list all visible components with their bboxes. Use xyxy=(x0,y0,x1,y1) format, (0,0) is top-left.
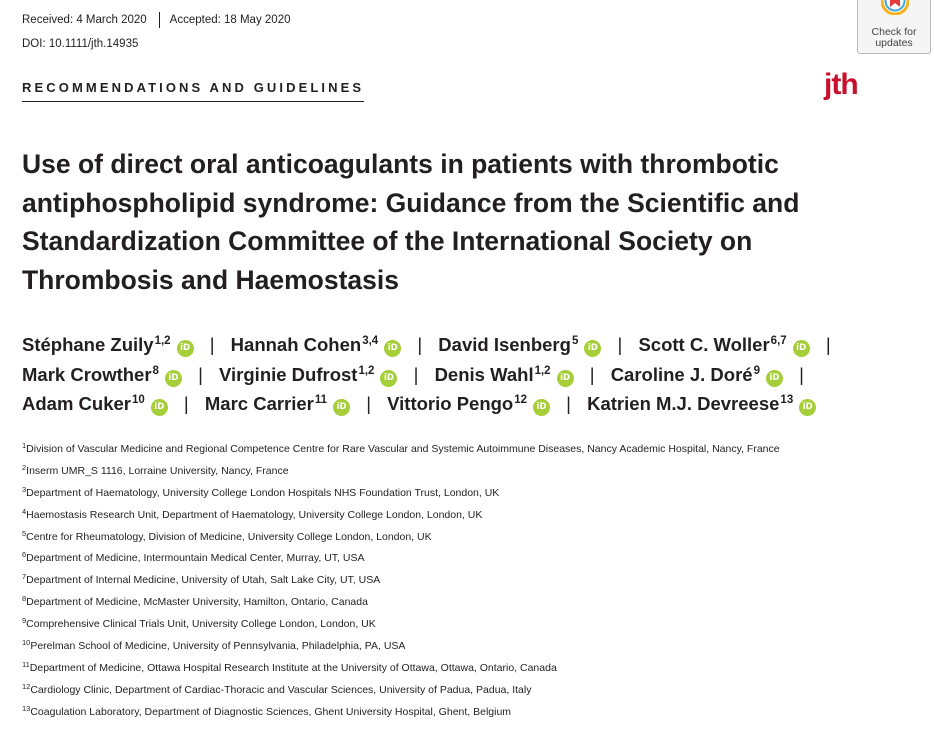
affiliation-number: 13 xyxy=(22,703,31,713)
affiliation-text: Comprehensive Clinical Trials Unit, University College London, London, UK xyxy=(26,618,376,631)
orcid-icon[interactable]: iD xyxy=(557,370,574,387)
author-name[interactable]: Katrien M.J. Devreese xyxy=(587,393,780,414)
affiliation-number: 4 xyxy=(22,506,27,516)
author-item xyxy=(435,364,574,385)
author-affiliation-ref: 11 xyxy=(314,394,328,406)
affiliation-text: Cardiology Clinic, Department of Cardiac-Thoracic and Vascular Sciences, University of Padua, Padua, Italy xyxy=(30,683,532,696)
check-updates-label: Check for updates xyxy=(871,26,917,49)
author-separator: | xyxy=(183,393,189,414)
author-item xyxy=(219,364,397,385)
author-affiliation-ref: 3,4 xyxy=(362,335,379,347)
affiliation-number: 12 xyxy=(22,681,31,691)
orcid-icon[interactable]: iD xyxy=(384,340,401,357)
affiliation-list xyxy=(22,441,862,726)
affiliation-item xyxy=(22,704,862,720)
affiliation-text: Division of Vascular Medicine and Regional Competence Centre for Rare Vascular and Systemic Autoimmune Diseases, Nancy Academic Hospital, Nancy, France xyxy=(26,443,780,455)
affiliation-item xyxy=(22,550,862,566)
orcid-icon[interactable]: iD xyxy=(151,399,168,416)
author-item xyxy=(205,393,350,414)
crossmark-icon xyxy=(881,0,909,20)
doi-text: DOI: 10.1111/jth.14935 xyxy=(22,38,139,50)
author-name[interactable]: Scott C. Woller xyxy=(638,334,770,355)
author-separator: | xyxy=(413,363,419,385)
author-affiliation-ref: 1,2 xyxy=(358,364,375,377)
affiliation-item xyxy=(22,638,862,654)
affiliation-item xyxy=(22,463,862,479)
affiliation-number: 2 xyxy=(22,462,27,472)
author-separator: | xyxy=(209,334,215,355)
affiliation-number: 3 xyxy=(22,484,27,494)
section-label: RECOMMENDATIONS AND GUIDELINES xyxy=(22,80,364,102)
affiliation-text: Coagulation Laboratory, Department of Diagnostic Sciences, Ghent University Hospital, Ghent, Belgium xyxy=(30,705,512,718)
author-affiliation-ref: 10 xyxy=(131,394,145,406)
affiliation-item xyxy=(22,507,862,523)
author-item xyxy=(22,393,168,414)
author-name[interactable]: Vittorio Pengo xyxy=(387,393,514,414)
author-name[interactable]: Mark Crowther xyxy=(22,363,152,385)
affiliation-number: 6 xyxy=(22,550,27,560)
author-item xyxy=(438,334,601,355)
affiliation-text: Department of Internal Medicine, University of Utah, Salt Lake City, UT, USA xyxy=(26,574,381,587)
affiliation-number: 5 xyxy=(22,528,27,538)
author-affiliation-ref: 5 xyxy=(571,335,579,347)
author-affiliation-ref: 13 xyxy=(780,394,794,406)
author-separator: | xyxy=(198,363,203,385)
author-separator: | xyxy=(825,334,831,355)
author-item xyxy=(22,364,182,385)
orcid-icon[interactable]: iD xyxy=(533,399,550,416)
author-name[interactable]: Caroline J. Doré xyxy=(610,363,753,385)
orcid-icon[interactable]: iD xyxy=(584,340,601,357)
author-affiliation-ref: 8 xyxy=(152,364,159,377)
affiliation-text: Department of Medicine, Ottawa Hospital Research Institute at the University of Ottawa, Ottawa, Ontario, Canada xyxy=(29,661,557,674)
affiliation-item xyxy=(22,529,862,545)
author-name[interactable]: Virginie Dufrost xyxy=(219,363,358,385)
author-item xyxy=(587,393,816,414)
affiliation-number: 10 xyxy=(22,638,31,648)
author-affiliation-ref: 1,2 xyxy=(154,335,171,347)
affiliation-item xyxy=(22,594,862,610)
orcid-icon[interactable]: iD xyxy=(177,340,194,357)
affiliation-text: Department of Medicine, McMaster University, Hamilton, Ontario, Canada xyxy=(26,596,368,609)
affiliation-number: 1 xyxy=(22,441,27,450)
affiliation-number: 7 xyxy=(22,572,27,582)
author-list xyxy=(22,330,922,419)
author-name[interactable]: David Isenberg xyxy=(438,334,571,355)
affiliation-text: Department of Haematology, University College London Hospitals NHS Foundation Trust, London, UK xyxy=(26,486,500,499)
affiliation-item xyxy=(22,616,862,632)
orcid-icon[interactable]: iD xyxy=(380,370,397,387)
author-name[interactable]: Denis Wahl xyxy=(434,363,534,385)
orcid-icon[interactable]: iD xyxy=(793,340,810,357)
orcid-icon[interactable]: iD xyxy=(799,399,816,416)
author-item xyxy=(611,364,783,385)
affiliation-item xyxy=(22,682,862,698)
affiliation-text: Haemostasis Research Unit, Department of Haematology, University College London, London, UK xyxy=(26,508,483,521)
author-separator: | xyxy=(617,334,623,355)
author-name[interactable]: Stéphane Zuily xyxy=(22,334,154,355)
received-date: Received: 4 March 2020 xyxy=(22,14,147,27)
author-affiliation-ref: 1,2 xyxy=(534,364,551,377)
affiliation-item xyxy=(22,660,862,676)
author-item xyxy=(387,393,550,414)
affiliation-item xyxy=(22,572,862,588)
author-item xyxy=(638,334,809,355)
orcid-icon[interactable]: iD xyxy=(165,370,182,387)
accepted-date: Accepted: 18 May 2020 xyxy=(169,14,291,27)
author-name[interactable]: Marc Carrier xyxy=(204,393,314,414)
date-divider xyxy=(159,12,160,28)
author-separator: | xyxy=(566,393,571,414)
article-title: Use of direct oral anticoagulants in patients with thrombotic antiphospholipid syndrome: Guidance from the Scientific and Standardization Committee of the International Society on Thrombosis and Haemostasis xyxy=(22,149,800,295)
affiliation-number: 8 xyxy=(22,594,27,604)
affiliation-text: Inserm UMR_S 1116, Lorraine University, Nancy, France xyxy=(26,464,289,477)
author-item xyxy=(231,334,402,355)
orcid-icon[interactable]: iD xyxy=(766,370,783,387)
author-separator: | xyxy=(589,363,595,385)
affiliation-number: 9 xyxy=(22,616,27,626)
affiliation-text: Centre for Rheumatology, Division of Medicine, University College London, London, UK xyxy=(26,530,432,543)
author-item xyxy=(22,334,194,355)
affiliation-number: 11 xyxy=(22,659,30,669)
author-separator: | xyxy=(417,334,423,355)
author-affiliation-ref: 9 xyxy=(753,364,760,377)
check-for-updates-button[interactable] xyxy=(857,0,931,54)
author-separator: | xyxy=(366,393,372,414)
author-name[interactable]: Adam Cuker xyxy=(22,393,131,414)
author-separator: | xyxy=(799,363,804,385)
author-name[interactable]: Hannah Cohen xyxy=(230,334,362,355)
affiliation-text: Perelman School of Medicine, University of Pennsylvania, Philadelphia, PA, USA xyxy=(30,640,406,653)
author-affiliation-ref: 6,7 xyxy=(770,335,787,347)
author-affiliation-ref: 12 xyxy=(514,394,528,406)
affiliation-text: Department of Medicine, Intermountain Medical Center, Murray, UT, USA xyxy=(26,552,365,565)
article-dates xyxy=(22,12,291,28)
affiliation-item xyxy=(22,485,862,501)
journal-logo: jth xyxy=(824,68,858,101)
orcid-icon[interactable]: iD xyxy=(333,399,350,416)
affiliation-item xyxy=(22,441,862,457)
